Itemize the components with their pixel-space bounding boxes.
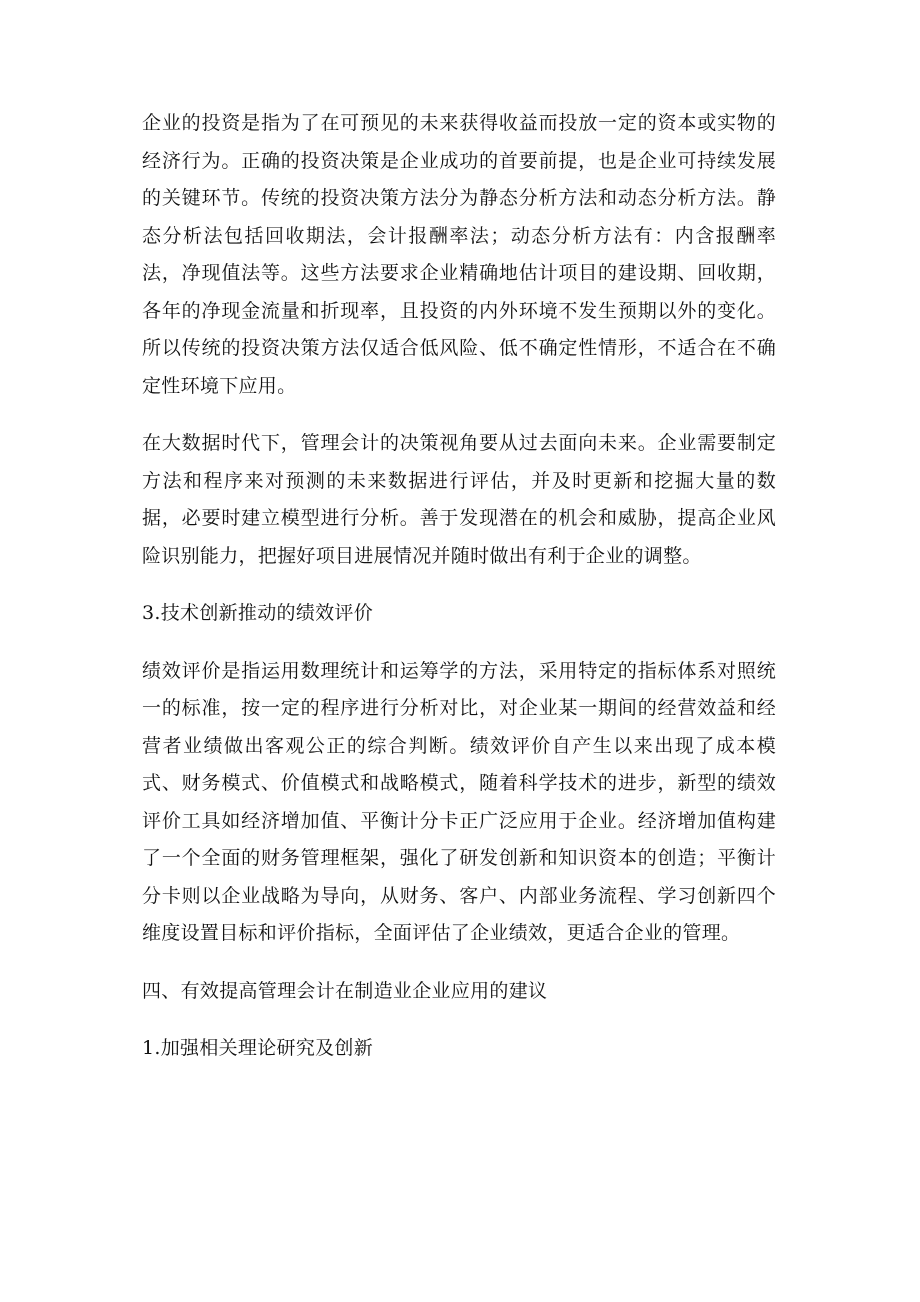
paragraph-performance-evaluation: 绩效评价是指运用数理统计和运筹学的方法，采用特定的指标体系对照统一的标准，按一定的程序进行分析对比，对企业某一期间的经营效益和经营者业绩做出客观公正的综合判断。绩效评价自产生以来出现了成本模式、财务模式、价值模式和战略模式，随着科学技术的进步，新型的绩效评价工具如经济增加值、平衡计分卡正广泛应用于企业。经济增加值构建了一个全面的财务管理框架，强化了研发创新和知识资本的创造；平衡计分卡则以企业战略为导向，从财务、客户、内部业务流程、学习创新四个维度设置目标和评价指标，全面评估了企业绩效，更适合企业的管理。 [142, 659, 776, 944]
heading-performance-evaluation: 3.技术创新推动的绩效评价 [142, 602, 374, 624]
section-heading-suggestions: 四、有效提高管理会计在制造业企业应用的建议 [142, 979, 548, 1002]
document-body [142, 105, 776, 1088]
subheading-theory-research: 1.加强相关理论研究及创新 [142, 1037, 374, 1059]
paragraph-investment-decision: 企业的投资是指为了在可预见的未来获得收益而投放一定的资本或实物的经济行为。正确的投资决策是企业成功的首要前提，也是企业可持续发展的关键环节。传统的投资决策方法分为静态分析方法和动态分析方法。静态分析法包括回收期法，会计报酬率法；动态分析方法有：内含报酬率法，净现值法等。这些方法要求企业精确地估计项目的建设期、回收期，各年的净现金流量和折现率，且投资的内外环境不发生预期以外的变化。所以传统的投资决策方法仅适合低风险、低不确定性情形，不适合在不确定性环境下应用。 [142, 112, 776, 397]
paragraph-big-data-decision: 在大数据时代下，管理会计的决策视角要从过去面向未来。企业需要制定方法和程序来对预测的未来数据进行评估，并及时更新和挖掘大量的数据，必要时建立模型进行分析。善于发现潜在的机会和威胁，提高企业风险识别能力，把握好项目进展情况并随时做出有利于企业的调整。 [142, 432, 776, 567]
